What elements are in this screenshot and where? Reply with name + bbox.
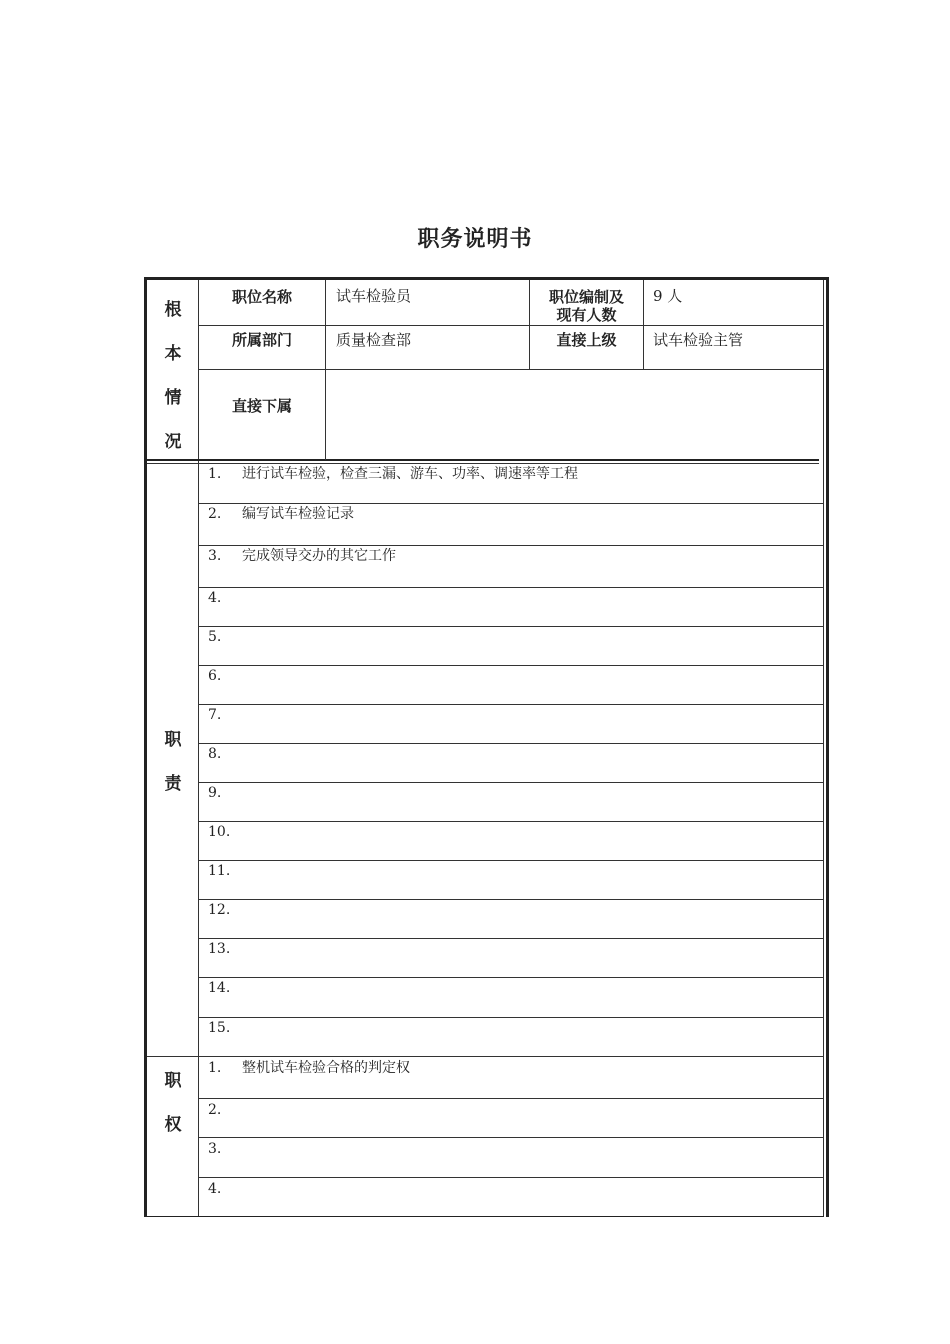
authority-item [208, 1059, 410, 1077]
duty-item [208, 628, 242, 646]
authority-item [208, 1101, 242, 1119]
department-label: 所属部门 [231, 331, 292, 349]
duty-item [208, 940, 242, 958]
duty-item-text: 完成领导交办的其它工作 [242, 548, 396, 564]
duty-item-number: 15. [208, 1020, 231, 1036]
duty-item [208, 979, 242, 997]
duty-item-number: 9. [208, 785, 222, 801]
duty-item-number: 14. [208, 980, 231, 996]
authority-section-label: 职 权 [164, 1071, 182, 1135]
duty-item [208, 823, 242, 841]
department-value: 质量检查部 [336, 331, 412, 349]
duty-item-number: 6. [208, 668, 222, 684]
duty-item-text: 编写试车检验记录 [242, 506, 354, 522]
duty-item [208, 1019, 242, 1037]
authority-item-number: 2. [208, 1102, 222, 1118]
duty-item [208, 901, 242, 919]
supervisor-label: 直接上级 [556, 331, 617, 349]
duty-item-number: 4. [208, 590, 222, 606]
duty-item-number: 7. [208, 707, 222, 723]
duty-item-number: 12. [208, 902, 231, 918]
duty-item-number: 3. [208, 548, 222, 564]
duty-item [208, 745, 242, 763]
authority-item-text: 整机试车检验合格的判定权 [242, 1060, 410, 1076]
duty-item-number: 2. [208, 506, 222, 522]
authority-item-number: 1. [208, 1060, 222, 1076]
headcount-label: 职位编制及 现有人数 [548, 288, 624, 324]
duty-item [208, 547, 396, 565]
left-column-divider [198, 280, 199, 1217]
authority-item-number: 4. [208, 1181, 222, 1197]
duty-item [208, 706, 242, 724]
duty-item-text: 进行试车检验，检查三漏、游车、功率、调速率等工程 [242, 466, 578, 482]
duty-item [208, 589, 242, 607]
authority-item [208, 1140, 242, 1158]
duty-item-number: 11. [208, 863, 231, 879]
subordinate-label: 直接下属 [231, 397, 292, 415]
duty-item-number: 5. [208, 629, 222, 645]
authority-item-number: 3. [208, 1141, 222, 1157]
duty-item-number: 1. [208, 466, 222, 482]
basic-info-section-label: 根 本 情 况 [164, 300, 182, 452]
duty-item-number: 10. [208, 824, 231, 840]
duty-item-number: 8. [208, 746, 222, 762]
authority-item [208, 1180, 242, 1198]
document-title: 职务说明书 [417, 227, 533, 252]
duty-item [208, 667, 242, 685]
duty-item [208, 505, 354, 523]
duty-item-number: 13. [208, 941, 231, 957]
duty-item [208, 862, 242, 880]
supervisor-value: 试车检验主管 [653, 331, 744, 349]
headcount-value: 9 人 [653, 287, 683, 305]
duties-section-label: 职 责 [164, 730, 182, 794]
duty-item [208, 465, 578, 483]
position-name-label: 职位名称 [231, 288, 292, 306]
duty-item [208, 784, 242, 802]
position-name-value: 试车检验员 [336, 287, 412, 305]
